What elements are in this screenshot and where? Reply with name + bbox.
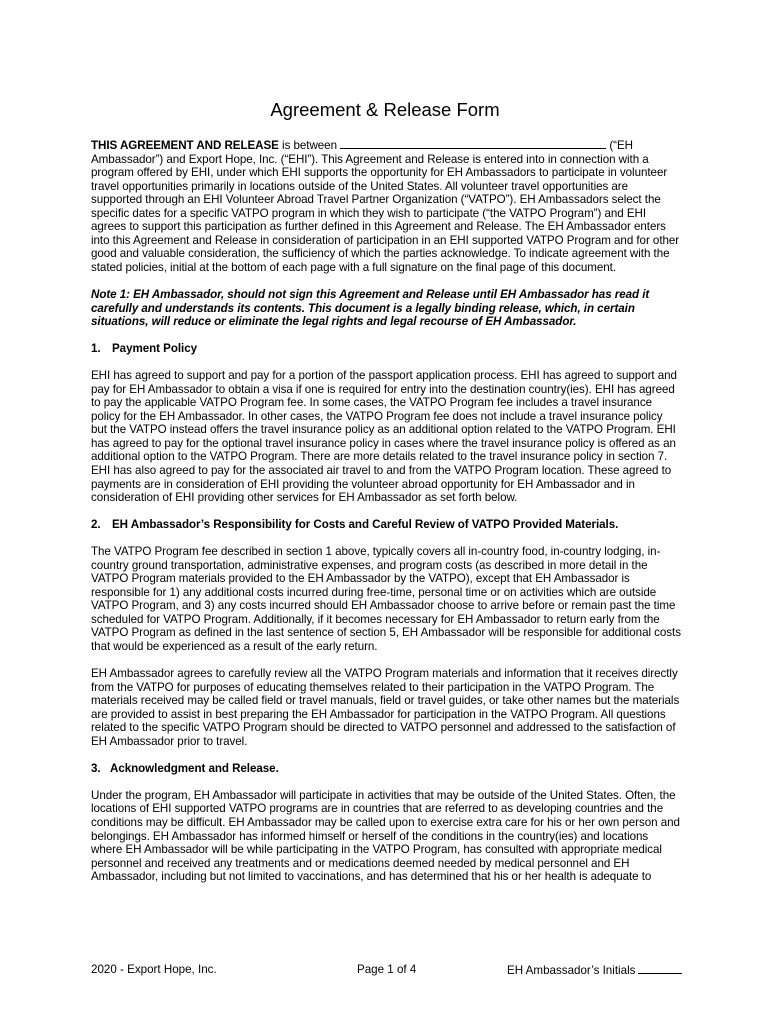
section-1-heading	[91, 342, 681, 356]
section-3-number: 3.	[91, 761, 101, 775]
initials-blank	[638, 963, 682, 974]
section-2-number: 2.	[91, 518, 101, 532]
document-title: Agreement & Release Form	[270, 99, 500, 120]
section-3-title: Acknowledgment and Release.	[110, 761, 279, 775]
section-1-number: 1.	[91, 342, 101, 356]
footer-copyright: 2020 - Export Hope, Inc.	[91, 963, 217, 976]
footer-page-number: Page 1 of 4	[357, 963, 417, 976]
section-2-title: EH Ambassador’s Responsibility for Costs and Careful Review of VATPO Provided Materials.	[112, 518, 619, 532]
intro-lead: THIS AGREEMENT AND RELEASE	[91, 139, 279, 152]
document-body	[91, 138, 681, 897]
footer-initials-label: EH Ambassador’s Initials	[507, 964, 636, 977]
section-2-paragraph-2: EH Ambassador agrees to carefully review all the VATPO Program materials and information that it receives directly from the VATPO for purposes of educating themselves related to their participation in the VATPO Program. The materials received may be called field or travel manuals, field or travel guides, or take other names but the materials are provided to assist in best preparing the EH Ambassador for participation in the VATPO Program. All questions related to the specific VATPO Program should be directed to VATPO personnel and addressed to the satisfaction of EH Ambassador prior to travel.	[91, 667, 680, 748]
section-2-paragraph-1: The VATPO Program fee described in section 1 above, typically covers all in-country food, in-country lodging, in-country ground transportation, administrative expenses, and program costs (as described in more detail in the VATPO Program materials provided to the EH Ambassador by the VATPO), except that EH Ambassador is responsible for 1) any additional costs incurred during free-time, personal time or on activities which are outside VATPO Program, and 3) any costs incurred should EH Ambassador choose to arrive before or remain past the time scheduled for VATPO Program. Additionally, if it becomes necessary for EH Ambassador to return early from the VATPO Program as defined in the last sentence of section 5, EH Ambassador will be responsible for additional costs that would be experienced as a result of the early return.	[91, 545, 681, 653]
intro-lead-text: is between	[278, 139, 341, 152]
ambassador-name-blank	[340, 138, 606, 149]
section-1-paragraph-1: EHI has agreed to support and pay for a portion of the passport application process. EHI has agreed to support and pay for EH Ambassador to obtain a visa if one is required for entry into the destination country(ies). EHI has agreed to pay the applicable VATPO Program fee. In some cases, the VATPO Program fee includes a travel insurance policy for the EH Ambassador. In other cases, the VATPO Program fee does not include a travel insurance policy but the VATPO instead offers the travel insurance policy as an additional option related to the VATPO Program. EHI has agreed to pay for the optional travel insurance policy in cases where the travel insurance policy is offered as an additional option to the VATPO Program. There are more details related to the travel insurance policy in section 7. EHI has also agreed to pay for the associated air travel to and from the VATPO Program location. These agreed to payments are in consideration of EHI providing the volunteer abroad opportunity for EH Ambassador and in consideration of EHI providing other services for EH Ambassador as set forth below.	[91, 369, 677, 505]
section-3-paragraph-1: Under the program, EH Ambassador will participate in activities that may be outside of the United States. Often, the locations of EHI supported VATPO programs are in countries that are referred to as developing countries and the conditions may be difficult. EH Ambassador may be called upon to exercise extra care for his or her own person and belongings. EH Ambassador has informed himself or herself of the conditions in the country(ies) and locations where EH Ambassador will be while participating in the VATPO Program, has consulted with appropriate medical personnel and received any treatments and or medications deemed needed by medical personnel and EH Ambassador, including but not limited to vaccinations, and has determined that his or her health is adequate to	[91, 788, 680, 884]
section-3-heading	[91, 762, 681, 776]
section-2-heading	[91, 518, 681, 532]
legal-note: Note 1: EH Ambassador, should not sign this Agreement and Release until EH Ambassador has read it carefully and understands its contents. This document is a legally binding release, which, in certain situations, will reduce or eliminate the legal rights and legal recourse of EH Ambassador.	[91, 287, 650, 329]
footer-initials	[507, 963, 682, 978]
intro-paragraph	[91, 138, 681, 274]
intro-text: (“EH Ambassador”) and Export Hope, Inc. (“EHI”). This Agreement and Release is entered into in connection with a program offered by EHI, under which EHI supports the opportunity for EH Ambassadors to participate in volunteer travel opportunities primarily in locations outside of the United States. All volunteer travel opportunities are supported through an EHI Volunteer Abroad Travel Partner Organization (“VATPO”). EH Ambassadors select the specific dates for a specific VATPO program in which they wish to participate (“the VATPO Program”) and EHI agrees to support this participation as further defined in this Agreement and Release. The EH Ambassador enters into this Agreement and Release in consideration of participation in an EHI supported VATPO Program and for other good and valuable consideration, the sufficiency of which the parties acknowledge. To indicate agreement with the stated policies, initial at the bottom of each page with a full signature on the final page of this document.	[91, 139, 680, 274]
section-1-title: Payment Policy	[112, 342, 198, 356]
